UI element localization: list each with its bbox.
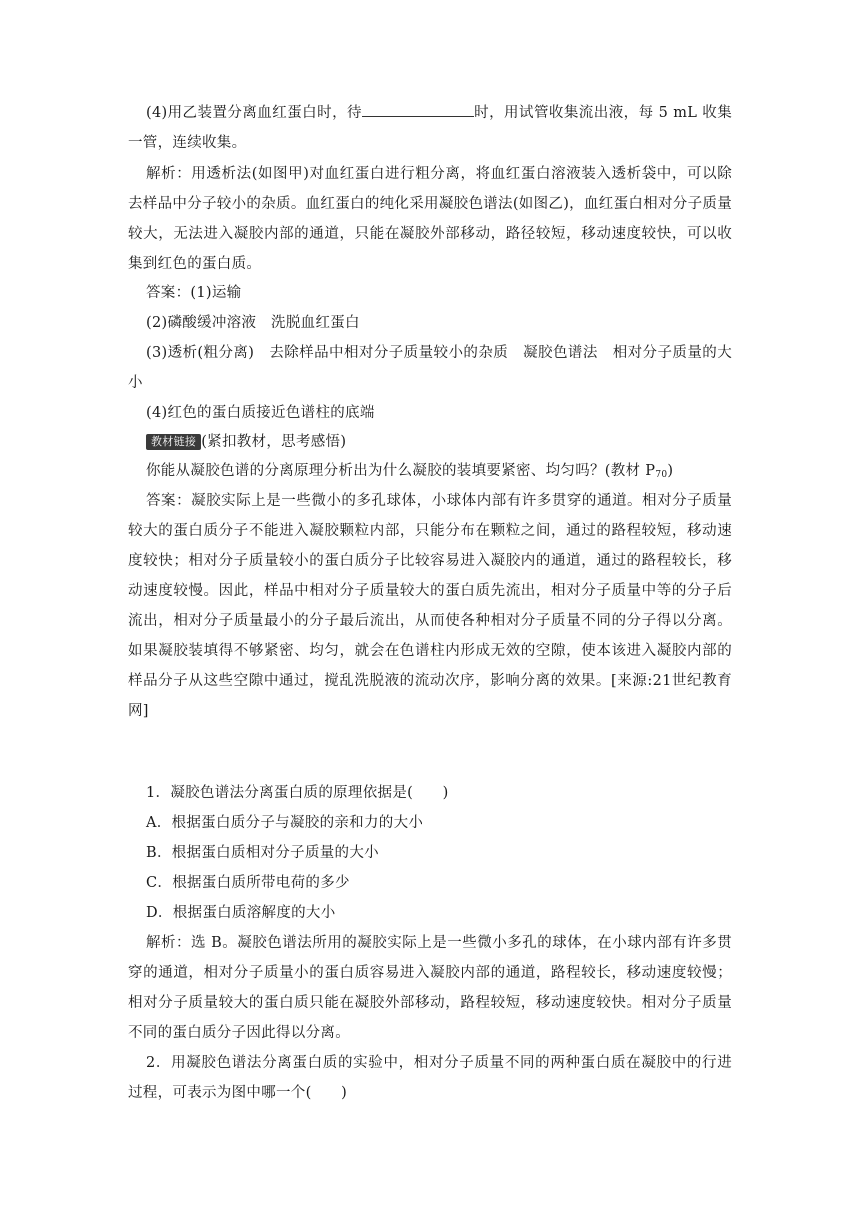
- question-1-option-b: B．根据蛋白质相对分子质量的大小: [146, 845, 379, 861]
- question-1-option-a: A．根据蛋白质分子与凝胶的亲和力的大小: [146, 815, 424, 831]
- textbook-link-subtitle: (紧扣教材，思考感悟): [201, 434, 347, 450]
- textbook-question: [128, 456, 732, 490]
- question-1-option-c: C．根据蛋白质所带电荷的多少: [146, 875, 350, 891]
- textbook-answer: 答案：凝胶实际上是一些微小的多孔球体，小球体内部有许多贯穿的通道。相对分子质量较大的蛋白质分子不能进入凝胶颗粒内部，只能分布在颗粒之间，通过的路程较短，移动速度较快；相对分子质量较小的蛋白质分子比较容易进入凝胶内的通道，通过的路程较长，移动速度较慢。因此，样品中相对分子质量较大的蛋白质先流出，相对分子质量中等的分子后流出，相对分子质量最小的分子最后流出，从而使各种相对分子质量不同的分子得以分离。如果凝胶装填得不够紧密、均匀，就会在色谱柱内形成无效的空隙，使本该进入凝胶内部的样品分子从这些空隙中通过，搅乱洗脱液的流动次序，影响分离的效果。[来源:21世纪教育网]: [128, 493, 732, 719]
- question-4: [128, 98, 732, 158]
- answer-3: (3)透析(粗分离) 去除样品中相对分子质量较小的杂质 凝胶色谱法 相对分子质量的大小: [128, 345, 732, 391]
- q4-text-after: 时，用试管收集流出液，每 5 mL 收集一管，连续收集。: [128, 105, 733, 151]
- question-1-analysis: 解析：选 B。凝胶色谱法所用的凝胶实际上是一些微小多孔的球体，在小球内部有许多贯穿的通道，相对分子质量小的蛋白质容易进入凝胶内部的通道，路程较长，移动速度较慢；相对分子质量较大的蛋白质只能在凝胶外部移动，路程较短，移动速度较快。相对分子质量不同的蛋白质分子因此得以分离。: [128, 935, 732, 1041]
- answer-2: (2)磷酸缓冲溶液 洗脱血红蛋白: [146, 315, 360, 331]
- q4-text-before: (4)用乙装置分离血红蛋白时，待: [146, 105, 362, 121]
- answer-1: 答案：(1)运输: [146, 285, 242, 301]
- textbook-question-end: ): [667, 463, 674, 479]
- textbook-link-header: [128, 427, 732, 457]
- textbook-link-badge: 教材链接: [146, 434, 201, 450]
- analysis-paragraph: 解析：用透析法(如图甲)对血红蛋白进行粗分离，将血红蛋白溶液装入透析袋中，可以除去样品中分子较小的杂质。血红蛋白的纯化采用凝胶色谱法(如图乙)，血红蛋白相对分子质量较大，无法进入凝胶内部的通道，只能在凝胶外部移动，路径较短，移动速度较快，可以收集到红色的蛋白质。: [128, 166, 732, 272]
- question-1-stem: 1．凝胶色谱法分离蛋白质的原理依据是( ): [146, 785, 449, 801]
- textbook-question-text: 你能从凝胶色谱的分离原理分析出为什么凝胶的装填要紧密、均匀吗？(教材 P: [146, 463, 656, 479]
- question-1-option-d: D．根据蛋白质溶解度的大小: [146, 905, 336, 921]
- textbook-page-number: 70: [655, 470, 668, 480]
- question-2-stem: 2．用凝胶色谱法分离蛋白质的实验中，相对分子质量不同的两种蛋白质在凝胶中的行进过程，可表示为图中哪一个( ): [128, 1055, 732, 1101]
- answer-4: (4)红色的蛋白质接近色谱柱的底端: [146, 405, 375, 421]
- q4-answer-blank: [362, 102, 474, 117]
